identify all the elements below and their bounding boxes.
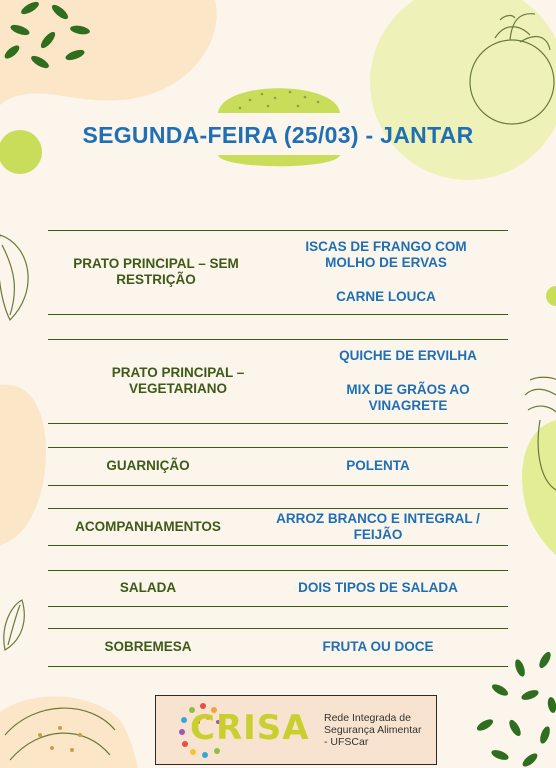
table-divider bbox=[48, 545, 508, 546]
row-dishes bbox=[308, 348, 508, 414]
page-title: SEGUNDA-FEIRA (25/03) - JANTAR bbox=[82, 122, 474, 148]
table-divider bbox=[48, 339, 508, 340]
table-divider bbox=[48, 485, 508, 486]
row-label: GUARNIÇÃO bbox=[106, 458, 190, 473]
menu-row-salad bbox=[48, 571, 508, 605]
row-label: ACOMPANHAMENTOS bbox=[75, 519, 221, 534]
table-divider bbox=[48, 508, 508, 509]
dish-item: ARROZ BRANCO E INTEGRAL / FEIJÃO bbox=[276, 511, 480, 542]
row-dishes bbox=[248, 511, 508, 543]
table-divider bbox=[48, 314, 508, 315]
row-dishes bbox=[248, 458, 508, 474]
table-divider bbox=[48, 423, 508, 424]
crisa-logo-subtitle: Rede Integrada de Segurança Alimentar - UFSCar bbox=[324, 712, 422, 748]
dish-item: ISCAS DE FRANGO COM MOLHO DE ERVAS bbox=[305, 239, 467, 270]
row-label: SALADA bbox=[119, 580, 177, 595]
row-dishes bbox=[248, 580, 508, 596]
table-divider bbox=[48, 666, 508, 667]
menu-row-dessert bbox=[48, 630, 508, 664]
dish-item: QUICHE DE ERVILHA bbox=[339, 348, 477, 363]
dish-item: FRUTA OU DOCE bbox=[322, 639, 434, 654]
dish-item: MIX DE GRÃOS AO VINAGRETE bbox=[346, 382, 470, 413]
row-label: SOBREMESA bbox=[104, 639, 192, 654]
crisa-logo-text: CRISA bbox=[190, 708, 310, 748]
menu-row-side-dish bbox=[48, 449, 508, 483]
table-divider bbox=[48, 606, 508, 607]
crisa-logo-box bbox=[155, 695, 437, 765]
row-dishes bbox=[264, 239, 508, 305]
dish-item: DOIS TIPOS DE SALADA bbox=[298, 580, 458, 595]
menu-row-main-dish bbox=[48, 232, 508, 312]
row-label: PRATO PRINCIPAL – SEM RESTRIÇÃO bbox=[73, 256, 239, 287]
menu-row-accompaniments bbox=[48, 510, 508, 544]
row-label: PRATO PRINCIPAL – VEGETARIANO bbox=[111, 365, 245, 396]
table-divider bbox=[48, 628, 508, 629]
menu-row-vegetarian bbox=[48, 341, 508, 421]
table-divider bbox=[48, 447, 508, 448]
dish-item: POLENTA bbox=[346, 458, 410, 473]
table-divider bbox=[48, 230, 508, 231]
row-dishes bbox=[248, 639, 508, 655]
dish-item: CARNE LOUCA bbox=[336, 289, 436, 304]
